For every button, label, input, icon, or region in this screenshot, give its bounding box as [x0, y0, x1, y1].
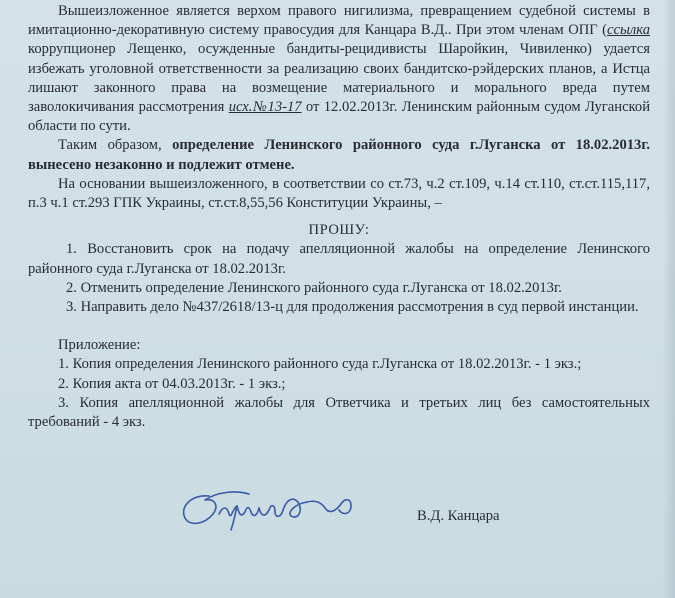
paragraph-nihilism-text-3: от 12.02.2013г. Ленинским районным судом Луганской области по сути.	[28, 99, 650, 135]
appendix-item-1: 1. Копия определения Ленинского районного суда г.Луганска от 18.02.2013г. - 1 экз.;	[58, 356, 582, 373]
request-item-2: 2. Отменить определение Ленинского районного суда г.Луганска от 18.02.2013г.	[66, 279, 562, 296]
appendix-item-2: 2. Копия акта от 04.03.2013г. - 1 экз.;	[58, 375, 286, 392]
outgoing-reference-number: исх.№13-17	[228, 99, 302, 116]
paragraph-nihilism	[28, 2, 650, 136]
paragraph-legal-basis: На основании вышеизложенного, в соответствии со ст.73, ч.2 ст.109, ч.14 ст.110, ст.ст.115,117, п.3 ч.1 ст.293 ГПК Украины, ст.ст.8,55,56 Конституции Украины, –	[28, 175, 650, 212]
appendix-section	[28, 336, 650, 432]
paragraph-conclusion-bold: определение Ленинского районного суда г.Луганска от 18.02.2013г. вынесено незаконно и подлежит отмене.	[28, 137, 650, 173]
signer-name: В.Д. Канцара	[417, 508, 500, 524]
document-body	[28, 2, 650, 432]
paragraph-nihilism-text: Вышеизложенное является верхом правого нигилизма, превращением судебной системы в имитационно-декоративную систему правосудия для Канцара В.Д.. При этом членам ОПГ (	[28, 3, 650, 39]
request-heading: ПРОШУ:	[308, 222, 370, 239]
handwritten-signature-icon	[175, 478, 375, 538]
appendix-title: Приложение:	[58, 337, 141, 354]
request-item-3: 3. Направить дело №437/2618/13-ц для продолжения рассмотрения в суд первой инстанции.	[66, 299, 639, 316]
paragraph-nihilism-text-2: коррупционер Лещенко, осужденные бандиты-рецидивисты Шаройкин, Чивиленко) удается избежать уголовной ответственности за реализацию своих бандитско-рэйдерских планов, а Истца лишают законного права на возмещение материального и морального вреда путем заволокичивания рассмотрения	[28, 41, 650, 116]
paragraph-conclusion-lead: Таким образом,	[58, 137, 173, 154]
reference-link[interactable]: ссылка	[607, 22, 650, 39]
appendix-item-3: 3. Копия апелляционной жалобы для Ответчика и третьих лиц без самостоятельных требований - 4 экз.	[28, 394, 650, 431]
paragraph-conclusion	[28, 136, 650, 174]
request-item-1: 1. Восстановить срок на подачу апелляционной жалобы на определение Ленинского районного суда г.Луганска от 18.02.2013г.	[28, 241, 650, 277]
